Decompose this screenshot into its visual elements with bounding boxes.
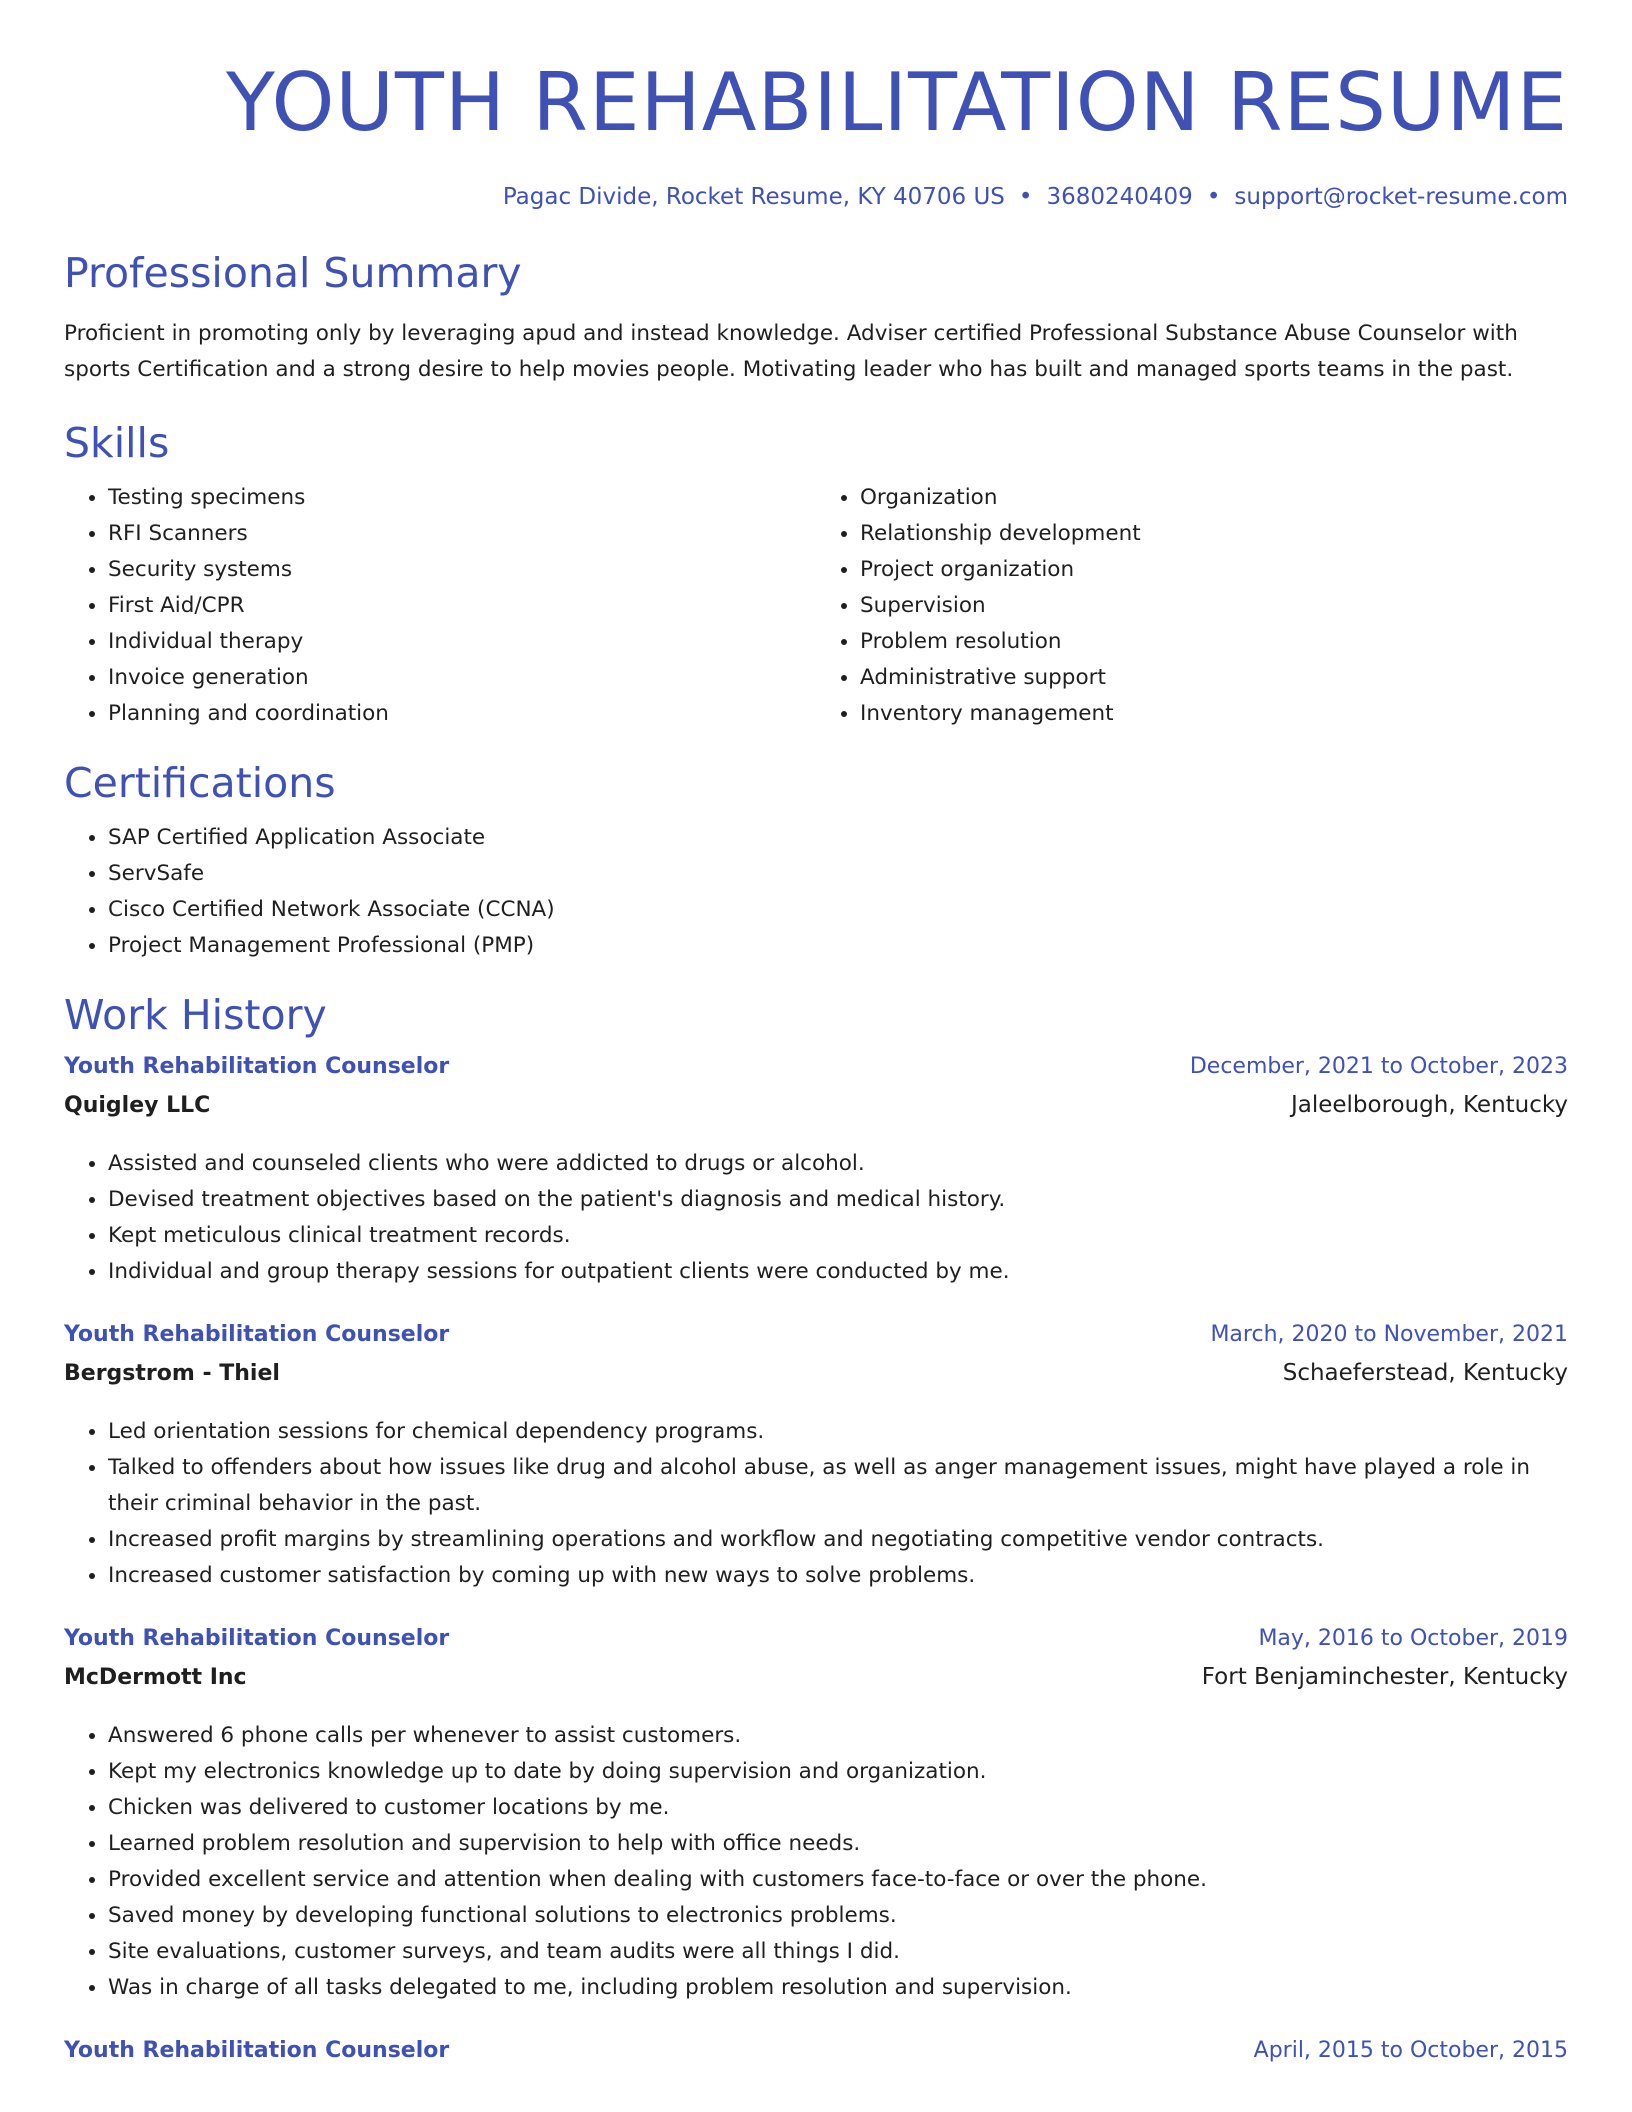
job-location: Jaleelborough, Kentucky: [1290, 1092, 1568, 1118]
job-location: Fort Benjaminchester, Kentucky: [1201, 1664, 1568, 1690]
job-bullet: • Learned problem resolution and supervision to help with office needs.: [108, 1826, 1568, 1862]
job-entry: [64, 1054, 1568, 1290]
contact-phone[interactable]: 3680240409: [1046, 184, 1193, 210]
skill-item: • Supervision: [860, 588, 1568, 624]
contact-separator: •: [1206, 184, 1221, 210]
skill-item: • Problem resolution: [860, 624, 1568, 660]
job-subheader: [64, 1360, 1568, 1398]
skill-item: • First Aid/CPR: [108, 588, 816, 624]
skills-list-right: [816, 480, 1568, 732]
job-bullet: • Devised treatment objectives based on the patient's diagnosis and medical history.: [108, 1182, 1568, 1218]
skills-list-left: [64, 480, 816, 732]
job-company: Quigley LLC: [64, 1093, 211, 1118]
work-history-heading: Work History: [64, 991, 327, 1039]
skill-item: • Planning and coordination: [108, 696, 816, 732]
job-bullet: • Increased customer satisfaction by coming up with new ways to solve problems.: [108, 1558, 1568, 1594]
skill-item: • RFI Scanners: [108, 516, 816, 552]
summary-heading: Professional Summary: [64, 249, 522, 297]
resume-page: [64, 0, 1568, 2076]
job-bullet: • Kept meticulous clinical treatment records.: [108, 1218, 1568, 1254]
job-location: Schaeferstead, Kentucky: [1282, 1360, 1568, 1386]
skill-item: • Administrative support: [860, 660, 1568, 696]
job-header: [64, 1322, 1568, 1360]
job-bullet: • Site evaluations, customer surveys, and team audits were all things I did.: [108, 1934, 1568, 1970]
job-subheader: [64, 1664, 1568, 1702]
job-bullet: • Was in charge of all tasks delegated to me, including problem resolution and supervision.: [108, 1970, 1568, 2006]
skills-columns: [64, 480, 1568, 732]
skill-item: • Testing specimens: [108, 480, 816, 516]
contact-email[interactable]: support@rocket-resume.com: [1234, 184, 1568, 210]
skill-item: • Security systems: [108, 552, 816, 588]
job-bullet: • Led orientation sessions for chemical dependency programs.: [108, 1414, 1568, 1450]
job-title: Youth Rehabilitation Counselor: [64, 1626, 450, 1651]
certification-item: • ServSafe: [108, 856, 1568, 892]
contact-line: [64, 184, 1568, 210]
job-entry: [64, 2038, 1568, 2076]
job-bullet: • Talked to offenders about how issues like drug and alcohol abuse, as well as anger management issues, might have played a role in their criminal behavior in the past.: [108, 1450, 1568, 1522]
job-company: Bergstrom - Thiel: [64, 1361, 280, 1386]
job-bullet: • Kept my electronics knowledge up to date by doing supervision and organization.: [108, 1754, 1568, 1790]
job-bullet: • Increased profit margins by streamlining operations and workflow and negotiating competitive vendor contracts.: [108, 1522, 1568, 1558]
skill-item: • Relationship development: [860, 516, 1568, 552]
job-bullets: [64, 1718, 1568, 2006]
job-entry: [64, 1322, 1568, 1594]
job-title: Youth Rehabilitation Counselor: [64, 1054, 450, 1079]
job-bullets: [64, 1146, 1568, 1290]
job-header: [64, 2038, 1568, 2076]
certification-item: • SAP Certified Application Associate: [108, 820, 1568, 856]
job-header: [64, 1626, 1568, 1664]
skill-item: • Project organization: [860, 552, 1568, 588]
job-title: Youth Rehabilitation Counselor: [64, 2038, 450, 2063]
skills-heading: Skills: [64, 419, 170, 467]
job-dates: December, 2021 to October, 2023: [1189, 1054, 1568, 1079]
job-subheader: [64, 1092, 1568, 1130]
job-entry: [64, 1626, 1568, 2006]
contact-address: Pagac Divide, Rocket Resume, KY 40706 US: [502, 184, 1005, 210]
certification-item: • Cisco Certified Network Associate (CCNA): [108, 892, 1568, 928]
skill-item: • Individual therapy: [108, 624, 816, 660]
job-bullet: • Chicken was delivered to customer locations by me.: [108, 1790, 1568, 1826]
skill-item: • Inventory management: [860, 696, 1568, 732]
certification-item: • Project Management Professional (PMP): [108, 928, 1568, 964]
job-bullet: • Individual and group therapy sessions for outpatient clients were conducted by me.: [108, 1254, 1568, 1290]
job-bullets: [64, 1414, 1568, 1594]
job-bullet: • Provided excellent service and attention when dealing with customers face-to-face or over the phone.: [108, 1862, 1568, 1898]
certifications-heading: Certifications: [64, 759, 336, 807]
job-header: [64, 1054, 1568, 1092]
skill-item: • Organization: [860, 480, 1568, 516]
job-dates: May, 2016 to October, 2019: [1258, 1626, 1568, 1651]
job-bullet: • Saved money by developing functional solutions to electronics problems.: [108, 1898, 1568, 1934]
job-bullet: • Answered 6 phone calls per whenever to assist customers.: [108, 1718, 1568, 1754]
job-company: McDermott Inc: [64, 1665, 247, 1690]
certifications-list: [64, 820, 1568, 964]
contact-separator: •: [1018, 184, 1033, 210]
job-title: Youth Rehabilitation Counselor: [64, 1322, 450, 1347]
job-bullet: • Assisted and counseled clients who were addicted to drugs or alcohol.: [108, 1146, 1568, 1182]
resume-title: YOUTH REHABILITATION RESUME: [225, 56, 1568, 149]
skill-item: • Invoice generation: [108, 660, 816, 696]
summary-text: Proficient in promoting only by leveraging apud and instead knowledge. Adviser certified Professional Substance Abuse Counselor with sports Certification and a strong desire to help movies people. Motivating leader who has built and managed sports teams in the past.: [64, 321, 1518, 382]
job-dates: March, 2020 to November, 2021: [1210, 1322, 1568, 1347]
job-dates: April, 2015 to October, 2015: [1253, 2038, 1568, 2063]
